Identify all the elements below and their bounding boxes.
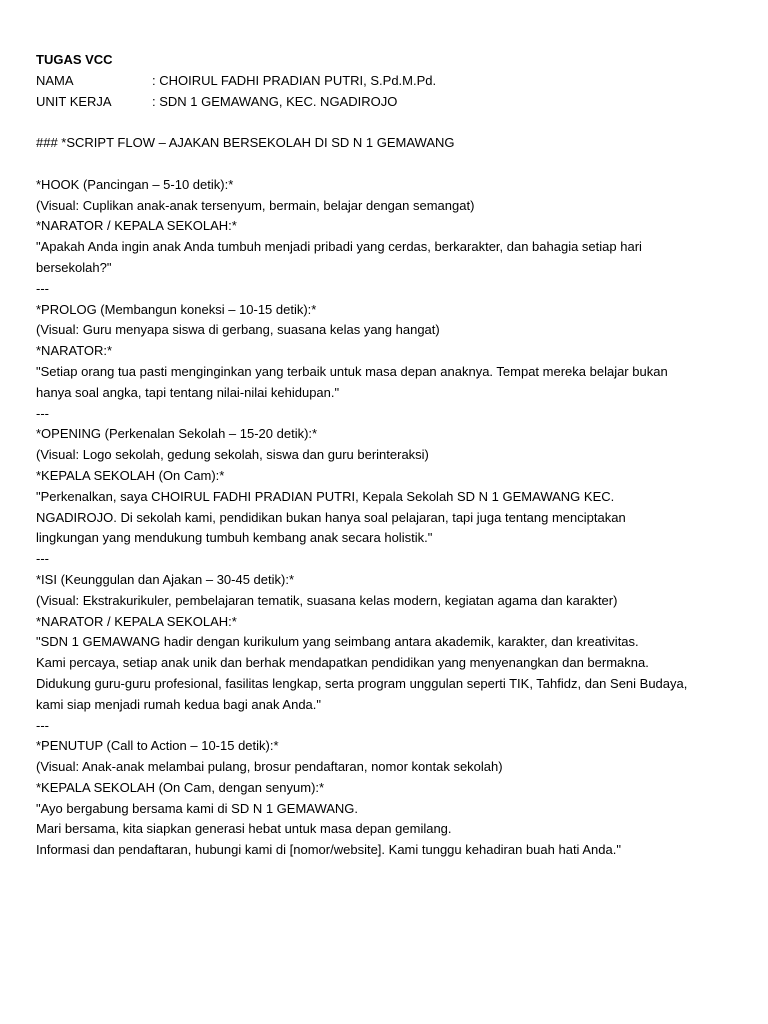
prolog-line: "Setiap orang tua pasti menginginkan yang terbaik untuk masa depan anaknya. Tempat mereka belajar bukan xyxy=(36,363,668,379)
isi-line: kami siap menjadi rumah kedua bagi anak Anda." xyxy=(36,696,322,712)
penutup-speaker: *KEPALA SEKOLAH (On Cam, dengan senyum):* xyxy=(36,779,325,795)
penutup-title: *PENUTUP (Call to Action – 10-15 detik):* xyxy=(36,738,279,754)
unit-row xyxy=(36,92,746,113)
section-separator: --- xyxy=(36,280,49,296)
document-title: TUGAS VCC xyxy=(36,52,113,67)
name-label: NAMA xyxy=(36,72,74,88)
prolog-title: *PROLOG (Membangun koneksi – 10-15 detik):* xyxy=(36,301,317,317)
unit-value: : SDN 1 GEMAWANG, KEC. NGADIROJO xyxy=(152,93,398,109)
hook-title: *HOOK (Pancingan – 5-10 detik):* xyxy=(36,176,234,192)
section-separator: --- xyxy=(36,405,49,421)
prolog-visual: (Visual: Guru menyapa siswa di gerbang, suasana kelas yang hangat) xyxy=(36,322,440,338)
section-separator: --- xyxy=(36,717,49,733)
opening-title: *OPENING (Perkenalan Sekolah – 15-20 detik):* xyxy=(36,426,318,442)
unit-label: UNIT KERJA xyxy=(36,93,112,109)
isi-title: *ISI (Keunggulan dan Ajakan – 30-45 detik):* xyxy=(36,571,295,587)
isi-line: "SDN 1 GEMAWANG hadir dengan kurikulum yang seimbang antara akademik, karakter, dan kreativitas. xyxy=(36,634,639,650)
name-row xyxy=(36,71,746,92)
hook-line: bersekolah?" xyxy=(36,259,112,275)
opening-visual: (Visual: Logo sekolah, gedung sekolah, siswa dan guru berinteraksi) xyxy=(36,447,429,463)
script-heading: ### *SCRIPT FLOW – AJAKAN BERSEKOLAH DI SD N 1 GEMAWANG xyxy=(36,135,455,151)
prolog-line: hanya soal angka, tapi tentang nilai-nilai kehidupan." xyxy=(36,384,340,400)
hook-visual: (Visual: Cuplikan anak-anak tersenyum, bermain, belajar dengan semangat) xyxy=(36,197,475,213)
opening-line: NGADIROJO. Di sekolah kami, pendidikan bukan hanya soal pelajaran, tapi juga tentang menciptakan xyxy=(36,509,626,525)
prolog-speaker: *NARATOR:* xyxy=(36,343,113,359)
penutup-line: Informasi dan pendaftaran, hubungi kami di [nomor/website]. Kami tunggu kehadiran buah hati Anda." xyxy=(36,842,621,858)
penutup-visual: (Visual: Anak-anak melambai pulang, brosur pendaftaran, nomor kontak sekolah) xyxy=(36,759,503,775)
spacer xyxy=(36,112,746,133)
isi-line: Didukung guru-guru profesional, fasilitas lengkap, serta program unggulan seperti TIK, Tahfidz, dan Seni Budaya, xyxy=(36,675,688,691)
isi-line: Kami percaya, setiap anak unik dan berhak mendapatkan pendidikan yang menyenangkan dan bermakna. xyxy=(36,655,649,671)
name-value: : CHOIRUL FADHI PRADIAN PUTRI, S.Pd.M.Pd. xyxy=(152,72,437,88)
isi-visual: (Visual: Ekstrakurikuler, pembelajaran tematik, suasana kelas modern, kegiatan agama dan karakter) xyxy=(36,592,618,608)
opening-speaker: *KEPALA SEKOLAH (On Cam):* xyxy=(36,467,225,483)
hook-speaker: *NARATOR / KEPALA SEKOLAH:* xyxy=(36,218,237,234)
penutup-line: Mari bersama, kita siapkan generasi hebat untuk masa depan gemilang. xyxy=(36,821,452,837)
penutup-line: "Ayo bergabung bersama kami di SD N 1 GEMAWANG. xyxy=(36,800,359,816)
document-page xyxy=(36,50,746,861)
opening-line: "Perkenalkan, saya CHOIRUL FADHI PRADIAN PUTRI, Kepala Sekolah SD N 1 GEMAWANG KEC. xyxy=(36,488,615,504)
isi-speaker: *NARATOR / KEPALA SEKOLAH:* xyxy=(36,613,237,629)
hook-line: "Apakah Anda ingin anak Anda tumbuh menjadi pribadi yang cerdas, berkarakter, dan bahagia setiap hari xyxy=(36,239,642,255)
opening-line: lingkungan yang mendukung tumbuh kembang anak secara holistik." xyxy=(36,530,433,546)
spacer xyxy=(36,154,746,175)
section-separator: --- xyxy=(36,551,49,567)
